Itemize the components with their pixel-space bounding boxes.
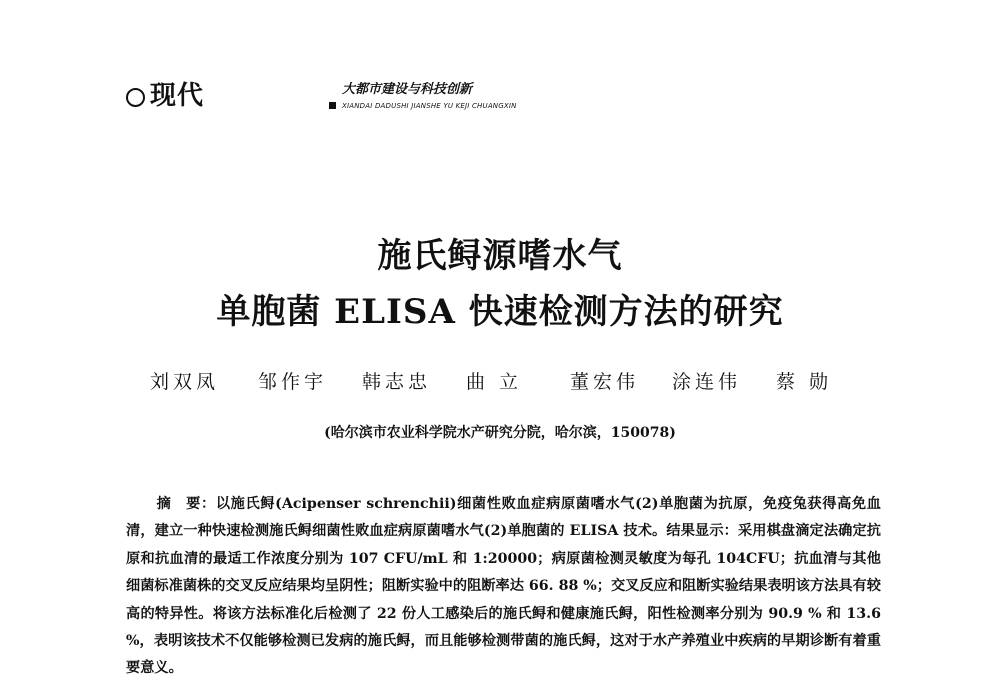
abstract-label [156, 496, 216, 512]
author-name: 涂连伟 [672, 371, 742, 393]
journal-name: 现代 [150, 81, 205, 111]
abstract-text: 以施氏鲟(Acipenser schrenchii)细菌性败血症病原菌嗜水气(2)单胞菌为抗原，免疫兔获得高免血清，建立一种快速检测施氏鲟细菌性败血症病原菌嗜水气(2)单胞菌的 ELISA 技术。结果显示：采用棋盘滴定法确定抗原和抗血清的最适工作浓度分别为 107 CFU/mL 和 1:20000；病原菌检测灵敏度为每孔 104CFU；抗血清与其他细菌标准菌株的交叉反应结果均呈阴性；阻断实验中的阻断率达 66. 88 %；交叉反应和阻断实验结果表明该方法具有较高的特异性。将该方法标准化后检测了 22 份人工感染后的施氏鲟和健康施氏鲟，阳性检测率分别为 90.9 % 和 13.6 %，表明该技术不仅能够检测已发病的施氏鲟，而且能够检测带菌的施氏鲟，这对于水产养殖业中疾病的早期诊断有着重要意义。 [126, 496, 881, 677]
journal-subtitle-en-text: XIANDAI DADUSHI JIANSHE YU KEJI CHUANGXIN [342, 102, 517, 110]
circle-icon [126, 88, 145, 107]
abstract-label-char: 摘 [156, 496, 172, 512]
paper-title-line-2: 单胞菌 ELISA 快速检测方法的研究 [216, 292, 784, 332]
paper-title-line-1: 施氏鲟源嗜水气 [377, 236, 623, 276]
author-name: 邹作宇 [258, 371, 328, 393]
author-name: 曲 立 [466, 371, 523, 393]
author-name: 董宏伟 [570, 371, 640, 393]
journal-subtitle-en [333, 102, 517, 111]
author-name: 韩志忠 [362, 371, 432, 393]
abstract-label-colon: ： [200, 496, 216, 512]
journal-header [126, 77, 517, 117]
author-name: 刘双凤 [150, 371, 220, 393]
abstract-label-char: 要 [185, 496, 201, 512]
author-name: 蔡 勋 [776, 371, 833, 393]
affiliation: (哈尔滨市农业科学院水产研究分院，哈尔滨，150078) [324, 425, 676, 441]
author-list [150, 370, 870, 396]
journal-subtitle-cn: 大都市建设与科技创新 [342, 82, 473, 97]
abstract [126, 491, 881, 683]
